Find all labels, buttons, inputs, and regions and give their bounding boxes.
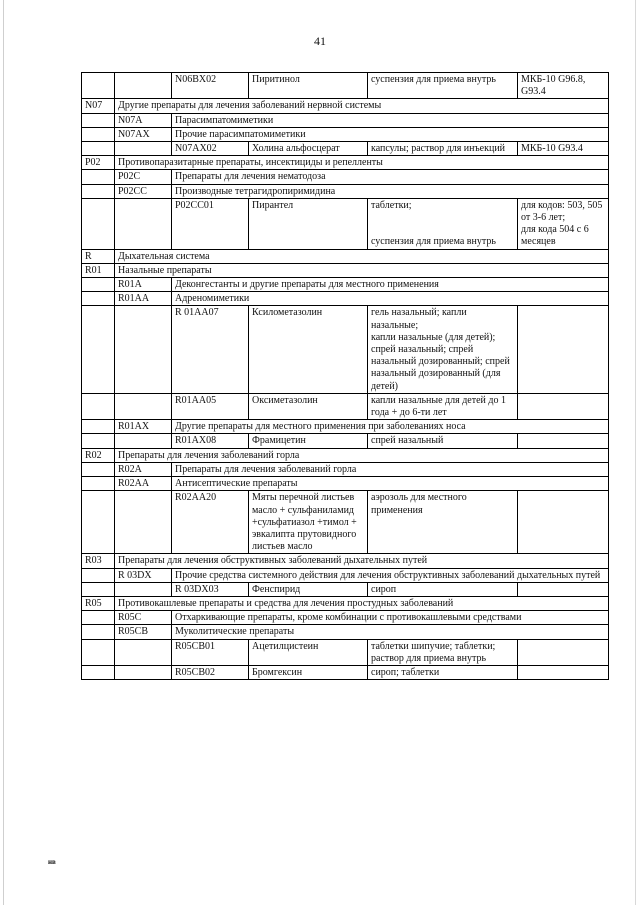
drug-atc-code: R 03DX03 xyxy=(172,582,249,596)
drug-atc-code: N07AX02 xyxy=(172,142,249,156)
subgroup-title: Прочие средства системного действия для лечения обструктивных заболеваний дыхательных путей xyxy=(172,568,609,582)
empty-cell xyxy=(82,611,115,625)
drug-name: Ацетилцистеин xyxy=(249,639,368,665)
subgroup-code: R 03DX xyxy=(115,568,172,582)
subgroup-row xyxy=(82,184,609,198)
subgroup-title: Адреномиметики xyxy=(172,292,609,306)
drug-name: Холина альфосцерат xyxy=(249,142,368,156)
group-row xyxy=(82,554,609,568)
subgroup-code: R05C xyxy=(115,611,172,625)
empty-cell xyxy=(115,142,172,156)
empty-cell xyxy=(82,393,115,419)
drug-atc-code: R 01AA07 xyxy=(172,306,249,393)
subgroup-row xyxy=(82,127,609,141)
subgroup-row xyxy=(82,113,609,127)
empty-cell xyxy=(82,477,115,491)
drug-name: Фрамицетин xyxy=(249,434,368,448)
empty-cell xyxy=(82,113,115,127)
drug-form: аэрозоль для местного применения xyxy=(368,491,518,554)
subgroup-row xyxy=(82,278,609,292)
empty-cell xyxy=(82,184,115,198)
group-code: R02 xyxy=(82,448,115,462)
drug-atc-code: R02AA20 xyxy=(172,491,249,554)
drug-atc-code: R05CB02 xyxy=(172,665,249,679)
subgroup-row xyxy=(82,420,609,434)
empty-cell xyxy=(82,73,115,99)
drug-atc-code: R01AA05 xyxy=(172,393,249,419)
subgroup-code: R02A xyxy=(115,462,172,476)
drug-form: суспензия для приема внутрь xyxy=(368,73,518,99)
subgroup-title: Антисептические препараты xyxy=(172,477,609,491)
drug-note xyxy=(518,665,609,679)
empty-cell xyxy=(82,491,115,554)
page-number: 41 xyxy=(314,34,326,48)
drug-row xyxy=(82,142,609,156)
drug-note xyxy=(518,639,609,665)
drug-row xyxy=(82,198,609,249)
drug-note xyxy=(518,582,609,596)
footer-mark: нв xyxy=(48,858,56,866)
subgroup-code: R01A xyxy=(115,278,172,292)
drug-row xyxy=(82,665,609,679)
empty-cell xyxy=(82,434,115,448)
group-code: R01 xyxy=(82,263,115,277)
empty-cell xyxy=(82,170,115,184)
empty-cell xyxy=(115,665,172,679)
group-code: R03 xyxy=(82,554,115,568)
drug-form: спрей назальный xyxy=(368,434,518,448)
subgroup-row xyxy=(82,292,609,306)
subgroup-code: P02CC xyxy=(115,184,172,198)
empty-cell xyxy=(115,582,172,596)
scan-edge-right xyxy=(635,0,636,905)
drug-name: Мяты перечной листьев масло + сульфаниламид +сульфатиазол +тимол + эвкалипта прутовидного листьев масло xyxy=(249,491,368,554)
empty-cell xyxy=(82,306,115,393)
group-code: R xyxy=(82,249,115,263)
subgroup-code: R05CB xyxy=(115,625,172,639)
subgroup-code: R01AA xyxy=(115,292,172,306)
empty-cell xyxy=(115,434,172,448)
drug-note xyxy=(518,491,609,554)
drug-form: таблетки шипучие; таблетки; раствор для приема внутрь xyxy=(368,639,518,665)
drug-atc-code: N06BX02 xyxy=(172,73,249,99)
drug-note xyxy=(518,393,609,419)
subgroup-code: P02C xyxy=(115,170,172,184)
empty-cell xyxy=(82,292,115,306)
drug-note xyxy=(518,306,609,393)
subgroup-title: Препараты для лечения заболеваний горла xyxy=(172,462,609,476)
subgroup-code: N07A xyxy=(115,113,172,127)
empty-cell xyxy=(115,393,172,419)
group-code: P02 xyxy=(82,156,115,170)
subgroup-title: Муколитические препараты xyxy=(172,625,609,639)
group-title: Препараты для лечения обструктивных заболеваний дыхательных путей xyxy=(115,554,609,568)
empty-cell xyxy=(82,462,115,476)
subgroup-title: Препараты для лечения нематодоза xyxy=(172,170,609,184)
drug-row xyxy=(82,306,609,393)
drug-form: сироп xyxy=(368,582,518,596)
scan-edge-left xyxy=(3,0,4,905)
drug-note xyxy=(518,434,609,448)
subgroup-title: Деконгестанты и другие препараты для местного применения xyxy=(172,278,609,292)
subgroup-row xyxy=(82,625,609,639)
subgroup-title: Прочие парасимпатомиметики xyxy=(172,127,609,141)
group-code: R05 xyxy=(82,596,115,610)
empty-cell xyxy=(82,198,115,249)
group-title: Противопаразитарные препараты, инсектициды и репелленты xyxy=(115,156,609,170)
empty-cell xyxy=(82,582,115,596)
empty-cell xyxy=(115,306,172,393)
subgroup-title: Производные тетрагидропиримидина xyxy=(172,184,609,198)
drug-atc-code: R01AX08 xyxy=(172,434,249,448)
subgroup-title: Другие препараты для местного применения при заболеваниях носа xyxy=(172,420,609,434)
subgroup-row xyxy=(82,462,609,476)
empty-cell xyxy=(82,420,115,434)
drug-row xyxy=(82,582,609,596)
subgroup-code: N07AX xyxy=(115,127,172,141)
group-row xyxy=(82,263,609,277)
subgroup-row xyxy=(82,611,609,625)
empty-cell xyxy=(82,278,115,292)
empty-cell xyxy=(115,73,172,99)
group-row xyxy=(82,249,609,263)
drug-note: МКБ-10 G93.4 xyxy=(518,142,609,156)
drug-row xyxy=(82,639,609,665)
group-title: Препараты для лечения заболеваний горла xyxy=(115,448,609,462)
empty-cell xyxy=(82,625,115,639)
drug-row xyxy=(82,73,609,99)
empty-cell xyxy=(82,665,115,679)
drug-form: сироп; таблетки xyxy=(368,665,518,679)
empty-cell xyxy=(82,142,115,156)
group-title: Другие препараты для лечения заболеваний нервной системы xyxy=(115,99,609,113)
group-code: N07 xyxy=(82,99,115,113)
empty-cell xyxy=(115,198,172,249)
subgroup-code: R02AA xyxy=(115,477,172,491)
group-row xyxy=(82,596,609,610)
subgroup-code: R01AX xyxy=(115,420,172,434)
empty-cell xyxy=(82,639,115,665)
group-row xyxy=(82,156,609,170)
drug-note: для кодов: 503, 505 от 3-6 лет; для кода 504 с 6 месяцев xyxy=(518,198,609,249)
drug-name: Фенспирид xyxy=(249,582,368,596)
group-title: Назальные препараты xyxy=(115,263,609,277)
drug-name: Пирантел xyxy=(249,198,368,249)
drug-atc-code: R05CB01 xyxy=(172,639,249,665)
drug-form: капли назальные для детей до 1 года + до 6-ти лет xyxy=(368,393,518,419)
subgroup-title: Отхаркивающие препараты, кроме комбинации с противокашлевыми средствами xyxy=(172,611,609,625)
subgroup-row xyxy=(82,568,609,582)
group-row xyxy=(82,99,609,113)
drug-row xyxy=(82,393,609,419)
group-title: Дыхательная система xyxy=(115,249,609,263)
drug-form: таблетки; суспензия для приема внутрь xyxy=(368,198,518,249)
drug-note: МКБ-10 G96.8, G93.4 xyxy=(518,73,609,99)
drug-name: Бромгексин xyxy=(249,665,368,679)
drug-row xyxy=(82,434,609,448)
subgroup-title: Парасимпатомиметики xyxy=(172,113,609,127)
drug-name: Оксиметазолин xyxy=(249,393,368,419)
drug-form: гель назальный; капли назальные; капли назальные (для детей); спрей назальный; спрей назальный дозированный; спрей назальный дозированный (для детей) xyxy=(368,306,518,393)
table-body xyxy=(82,73,609,680)
drug-name: Пиритинол xyxy=(249,73,368,99)
empty-cell xyxy=(82,127,115,141)
drug-row xyxy=(82,491,609,554)
empty-cell xyxy=(115,639,172,665)
drug-name: Ксилометазолин xyxy=(249,306,368,393)
subgroup-row xyxy=(82,477,609,491)
empty-cell xyxy=(115,491,172,554)
group-row xyxy=(82,448,609,462)
drug-form: капсулы; раствор для инъекций xyxy=(368,142,518,156)
empty-cell xyxy=(82,568,115,582)
group-title: Противокашлевые препараты и средства для лечения простудных заболеваний xyxy=(115,596,609,610)
subgroup-row xyxy=(82,170,609,184)
drug-classification-table xyxy=(81,72,609,680)
drug-atc-code: P02CC01 xyxy=(172,198,249,249)
